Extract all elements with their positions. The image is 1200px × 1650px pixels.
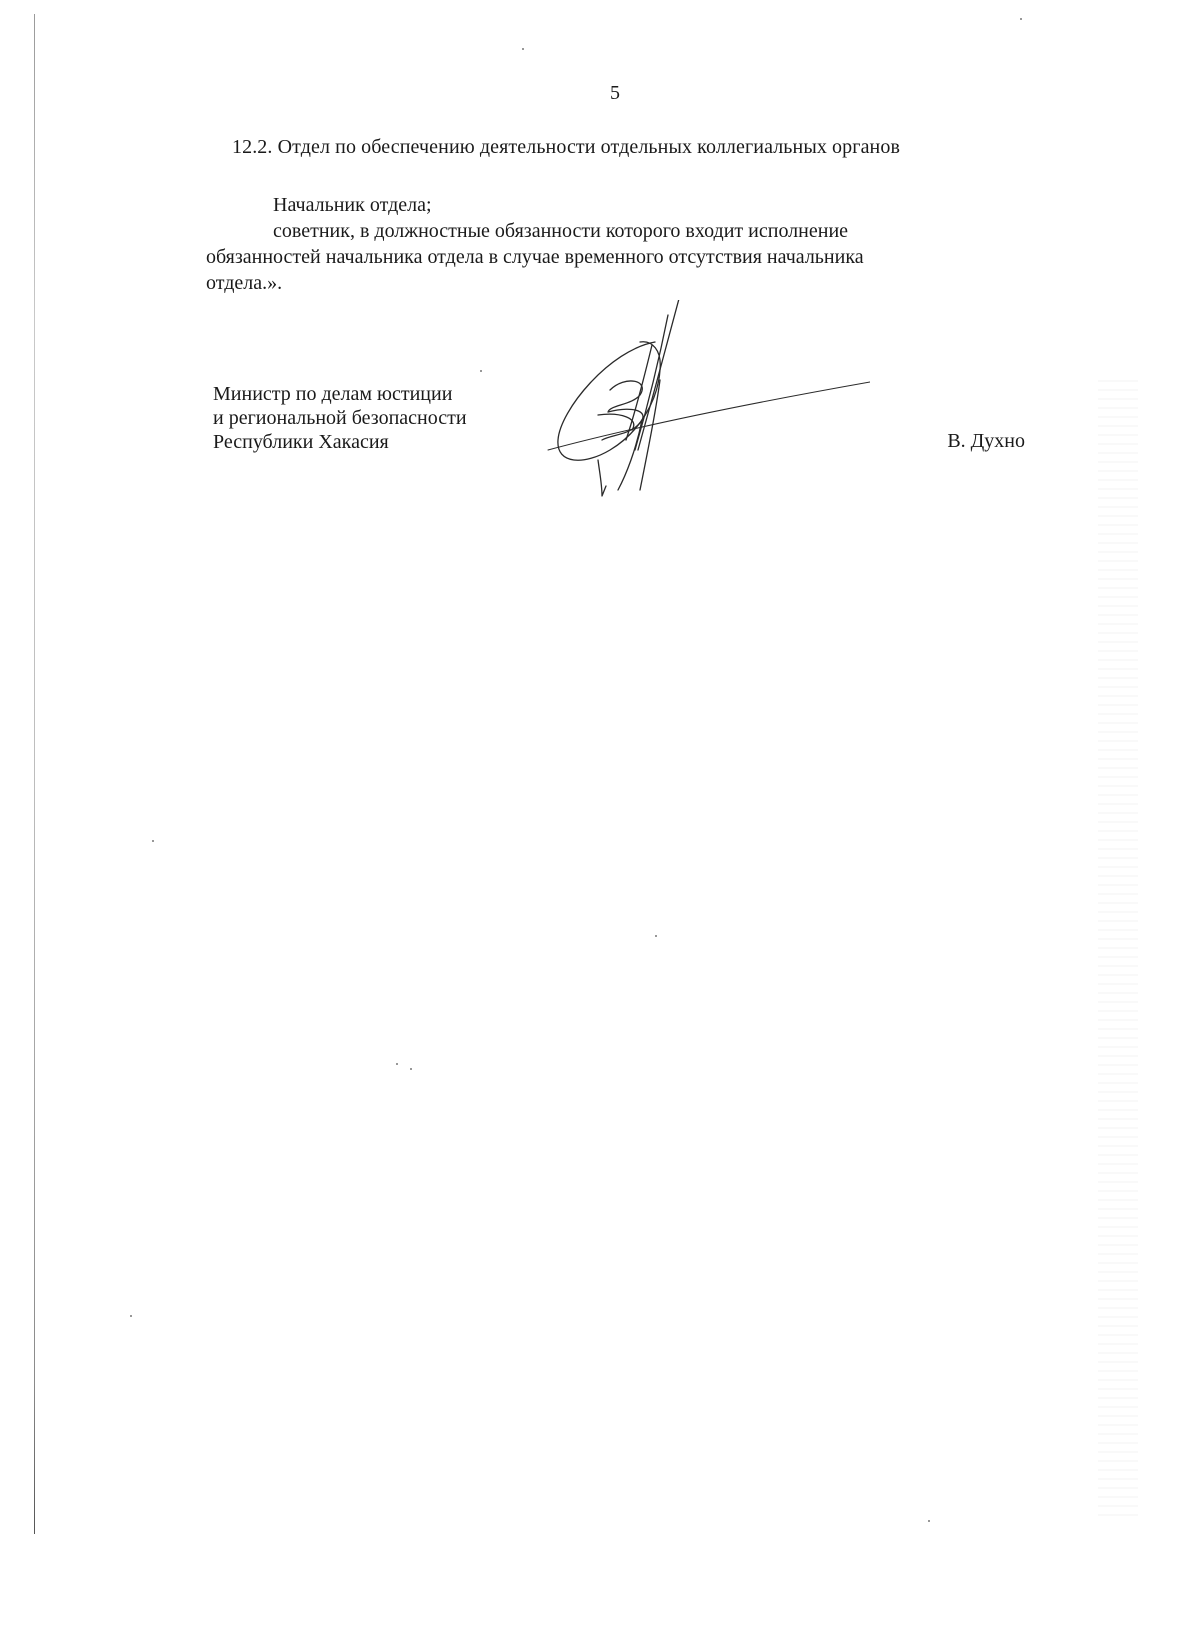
handwritten-signature xyxy=(540,300,870,525)
scan-speck xyxy=(130,1315,132,1317)
position-advisor-line-3: отдела.». xyxy=(206,272,283,294)
section-heading: 12.2. Отдел по обеспечению деятельности отдельных коллегиальных органов xyxy=(232,136,900,158)
signatory-title-line-1: Министр по делам юстиции xyxy=(213,383,453,405)
signatory-title-line-3: Республики Хакасия xyxy=(213,431,389,453)
page-number: 5 xyxy=(610,82,620,104)
scan-speck xyxy=(396,1063,398,1065)
scan-speck xyxy=(928,1520,930,1522)
scan-speck xyxy=(655,935,657,937)
scan-speck xyxy=(1020,18,1022,20)
signatory-title xyxy=(213,382,467,454)
signatory-title-line-2: и региональной безопасности xyxy=(213,407,467,429)
body-text xyxy=(206,192,1006,296)
scan-noise-right xyxy=(1098,380,1138,1520)
position-head-of-department: Начальник отдела; xyxy=(273,194,432,216)
scan-speck xyxy=(522,48,524,50)
scan-speck xyxy=(480,370,482,372)
position-advisor-line-1: советник, в должностные обязанности которого входит исполнение xyxy=(273,220,849,242)
signatory-name: В. Духно xyxy=(947,430,1025,452)
scan-speck xyxy=(410,1068,412,1070)
scan-speck xyxy=(152,840,154,842)
position-advisor-line-2: обязанностей начальника отдела в случае временного отсутствия начальника xyxy=(206,246,864,268)
scan-edge-left xyxy=(34,14,35,1534)
